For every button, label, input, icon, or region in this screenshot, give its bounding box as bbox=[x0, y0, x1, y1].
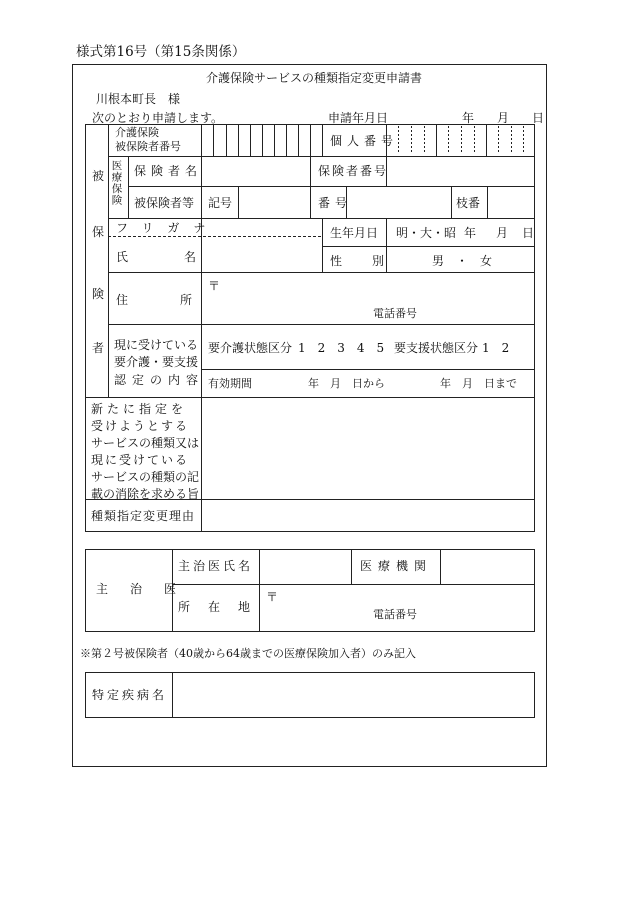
form-number: 様式第16号（第15条関係） bbox=[76, 44, 246, 60]
insurer-name-field[interactable] bbox=[202, 157, 310, 186]
care-level-options: 1 2 3 4 5 bbox=[298, 341, 385, 355]
validity-label: 有効期間 bbox=[208, 377, 252, 390]
name-label: 氏名 bbox=[116, 250, 253, 264]
branch-label: 枝番 bbox=[456, 196, 481, 210]
application-date-year: 年 bbox=[462, 111, 475, 125]
number-label: 番号 bbox=[318, 196, 353, 210]
application-date-month: 月 bbox=[497, 111, 510, 125]
new-designation-line-6: 載の消除を求める旨 bbox=[91, 487, 200, 501]
doctor-location-label: 所在地 bbox=[178, 600, 269, 614]
furigana-label: フリガナ bbox=[116, 221, 220, 235]
insured-side-char-4: 者 bbox=[92, 341, 105, 355]
new-designation-line-1: 新たに指定を bbox=[91, 402, 188, 416]
name-field[interactable] bbox=[202, 237, 322, 272]
change-reason-label: 種類指定変更理由 bbox=[91, 509, 196, 523]
medical-institution-field[interactable] bbox=[441, 550, 534, 584]
insurer-number-label: 保険者番号 bbox=[318, 164, 389, 178]
new-designation-line-4: 現に受けている bbox=[91, 453, 190, 467]
specific-disease-field[interactable] bbox=[173, 673, 534, 717]
symbol-label: 記号 bbox=[208, 196, 233, 210]
birthdate-day: 日 bbox=[522, 226, 535, 240]
change-reason-field[interactable] bbox=[202, 500, 534, 531]
new-designation-line-2: 受けようとする bbox=[91, 419, 190, 433]
application-date-day: 日 bbox=[532, 111, 545, 125]
support-level-options: 1 2 bbox=[482, 341, 510, 355]
doctor-side-label: 主治医 bbox=[96, 582, 199, 596]
intro-text: 次のとおり申請します。 bbox=[92, 111, 224, 125]
address-phone-label: 電話番号 bbox=[373, 307, 417, 320]
address-label: 住所 bbox=[116, 293, 245, 307]
doctor-name-label: 主治医氏名 bbox=[178, 559, 254, 573]
medical-institution-label: 医療機関 bbox=[360, 559, 433, 573]
birthdate-year: 年 bbox=[464, 226, 477, 240]
specific-disease-label: 特定疾病名 bbox=[92, 688, 168, 702]
validity-from: 年 月 日から bbox=[308, 377, 385, 390]
addressee: 川根本町長 様 bbox=[96, 92, 181, 106]
address-postal-mark: 〒 bbox=[208, 279, 221, 293]
doctor-postal-mark: 〒 bbox=[266, 590, 279, 604]
doctor-location-field[interactable] bbox=[280, 585, 534, 607]
sex-options: 男 ・ 女 bbox=[432, 254, 493, 268]
current-cert-label-2: 要介護・要支援 bbox=[114, 355, 199, 369]
insured-side-char-3: 険 bbox=[92, 287, 105, 301]
symbol-field[interactable] bbox=[239, 187, 310, 218]
validity-to: 年 月 日まで bbox=[440, 377, 517, 390]
current-cert-label-1: 現に受けている bbox=[114, 338, 199, 352]
new-designation-field[interactable] bbox=[202, 398, 534, 499]
branch-field[interactable] bbox=[488, 187, 534, 218]
support-level-label: 要支援状態区分 bbox=[394, 341, 479, 355]
personal-number-field[interactable] bbox=[387, 125, 534, 156]
birthdate-month: 月 bbox=[496, 226, 509, 240]
current-cert-label-3: 認定の内容 bbox=[114, 373, 205, 387]
birthdate-label: 生年月日 bbox=[330, 226, 379, 240]
number-field[interactable] bbox=[347, 187, 451, 218]
insured-side-char-1: 被 bbox=[92, 169, 105, 183]
second-insured-note: ※第２号被保険者（40歳から64歳までの医療保険加入者）のみ記入 bbox=[80, 647, 416, 660]
furigana-field[interactable] bbox=[202, 219, 322, 236]
insured-number-label-2: 被保険者番号 bbox=[115, 140, 181, 153]
personal-number-label: 個人番号 bbox=[330, 134, 399, 148]
doctor-name-field[interactable] bbox=[260, 550, 351, 584]
birthdate-eras: 明・大・昭 bbox=[396, 226, 457, 240]
insured-etc-label: 被保険者等 bbox=[134, 196, 195, 210]
doctor-phone-label: 電話番号 bbox=[373, 608, 417, 621]
new-designation-line-5: サービスの種類の記 bbox=[91, 470, 200, 484]
new-designation-line-3: サービスの種類又は bbox=[91, 436, 200, 450]
care-level-label: 要介護状態区分 bbox=[208, 341, 293, 355]
insurer-number-field[interactable] bbox=[387, 157, 534, 186]
insured-number-field[interactable] bbox=[202, 125, 322, 156]
sex-label: 性別 bbox=[330, 254, 415, 268]
insured-side-char-2: 保 bbox=[92, 225, 105, 239]
application-date-label: 申請年月日 bbox=[328, 111, 389, 125]
form-title: 介護保険サービスの種類指定変更申請書 bbox=[206, 71, 423, 85]
medical-insurance-side-label: 医療保険 bbox=[110, 160, 123, 206]
address-field[interactable] bbox=[220, 273, 534, 303]
insured-number-label-1: 介護保険 bbox=[115, 126, 159, 139]
insurer-name-label: 保険者名 bbox=[134, 164, 203, 178]
